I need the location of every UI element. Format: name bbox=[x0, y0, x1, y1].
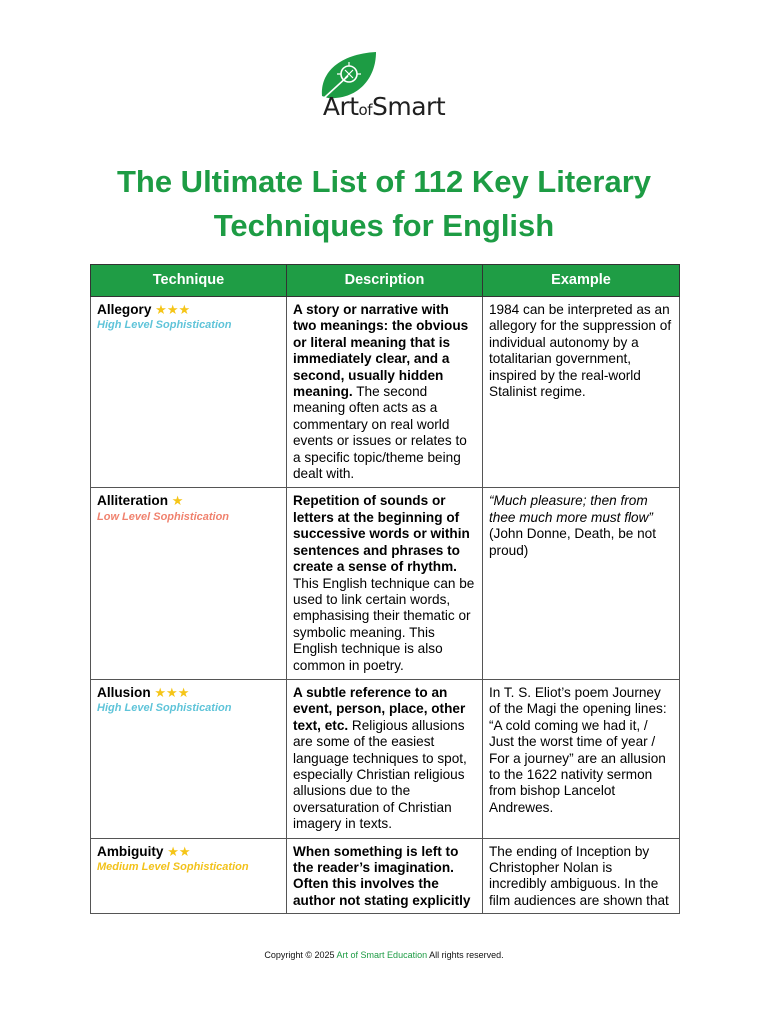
description-cell bbox=[287, 679, 483, 838]
copyright-footer bbox=[0, 950, 768, 960]
brand-logo bbox=[0, 44, 768, 126]
header-description: Description bbox=[287, 265, 483, 297]
page-title-line-2: Techniques for English bbox=[213, 208, 555, 243]
technique-cell bbox=[91, 488, 287, 679]
example-cell bbox=[483, 679, 680, 838]
example-cell bbox=[483, 488, 680, 679]
technique-cell bbox=[91, 838, 287, 913]
copyright-prefix: Copyright © 2025 bbox=[264, 950, 337, 960]
logo-word-of: of bbox=[358, 101, 373, 119]
star-rating-icon: ★★ bbox=[167, 843, 191, 859]
sophistication-level: Low Level Sophistication bbox=[97, 510, 230, 523]
technique-cell bbox=[91, 679, 287, 838]
star-rating-icon: ★ bbox=[171, 493, 184, 509]
table-row bbox=[91, 297, 680, 488]
description-clip bbox=[293, 844, 476, 908]
sophistication-level: High Level Sophistication bbox=[97, 319, 232, 332]
example-text: The ending of Inception by Christopher Nolan is incredibly ambiguous. In the film audiences are shown that bbox=[489, 843, 669, 908]
logo-wordmark bbox=[0, 92, 768, 125]
description-text: This English technique can be used to link certain words, emphasising their thematic or symbolic meaning. This English technique is also common in poetry. bbox=[293, 575, 475, 673]
description-cell bbox=[287, 297, 483, 488]
logo-word-art: Art bbox=[322, 92, 359, 121]
table-header-row bbox=[91, 265, 680, 297]
description-bold: Repetition of sounds or letters at the beginning of successive words or within sentences and phrases to create a sense of rhythm. bbox=[293, 493, 470, 575]
header-example: Example bbox=[483, 265, 680, 297]
technique-name: Ambiguity bbox=[97, 843, 164, 859]
example-cell bbox=[483, 297, 680, 488]
technique-name: Allegory bbox=[97, 302, 152, 317]
technique-cell bbox=[91, 297, 287, 488]
description-cell bbox=[287, 488, 483, 679]
description-text: Religious allusions are some of the easiest language techniques to spot, especially Christian religious allusions due to the oversaturation of Christian imagery in texts. bbox=[293, 717, 467, 832]
table-row bbox=[91, 838, 680, 913]
star-rating-icon: ★★★ bbox=[154, 684, 190, 700]
example-text: In T. S. Eliot’s poem Journey of the Magi the opening lines: “A cold coming we had it, / Just the worst time of year / For a journey” are an allusion to the 1622 nativity sermon from bishop Lancelot Andrewes. bbox=[489, 684, 667, 815]
example-text: (John Donne, Death, be not proud) bbox=[489, 526, 657, 558]
description-bold: A subtle reference to an event, person, place, other text, etc. bbox=[293, 684, 466, 733]
page-title bbox=[40, 160, 728, 248]
example-cell bbox=[483, 838, 680, 913]
page-title-line-1: The Ultimate List of 112 Key Literary bbox=[116, 164, 652, 199]
sophistication-level: High Level Sophistication bbox=[97, 702, 232, 715]
description-bold: When something is left to the reader’s imagination. Often this involves the author not stating explicitly bbox=[293, 843, 471, 908]
star-rating-icon: ★★★ bbox=[155, 302, 191, 317]
table-row bbox=[91, 679, 680, 838]
table-row bbox=[91, 488, 680, 679]
example-quote: “Much pleasure; then from thee much more must flow” bbox=[489, 493, 653, 525]
sophistication-level: Medium Level Sophistication bbox=[97, 861, 249, 873]
copyright-suffix: All rights reserved. bbox=[427, 950, 504, 960]
description-cell bbox=[287, 838, 483, 913]
technique-name: Allusion bbox=[97, 684, 151, 700]
example-text: 1984 can be interpreted as an allegory for the suppression of individual autonomy by a totalitarian government, inspired by the real-world Stalinist regime. bbox=[489, 302, 672, 400]
description-bold: A story or narrative with two meanings: the obvious or literal meaning that is immediately clear, and a second, usually hidden meaning. bbox=[293, 302, 469, 400]
techniques-table bbox=[90, 264, 680, 914]
technique-name: Alliteration bbox=[97, 493, 168, 509]
logo-word-smart: Smart bbox=[372, 92, 446, 121]
example-clip bbox=[489, 844, 673, 908]
description-text: The second meaning often acts as a commentary on real world events or issues or relates to a specific topic/theme being dealt with. bbox=[293, 384, 467, 482]
header-technique: Technique bbox=[91, 265, 287, 297]
footer-brand-link[interactable]: Art of Smart Education bbox=[336, 950, 428, 960]
